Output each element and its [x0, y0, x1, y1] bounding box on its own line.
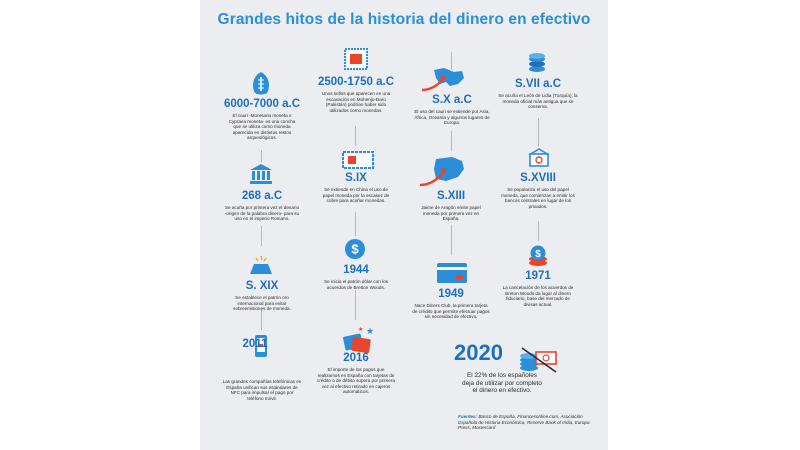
coin-stack-icon	[526, 52, 548, 74]
milestone-description: El importe de los pagos que realizamos en España con tarjetas de crédito o de débito supera por primera vez al efectivo retirado en cajeros automáticos.	[317, 367, 395, 395]
cauri-shell-icon	[248, 70, 274, 96]
milestone-2011	[212, 340, 312, 401]
temple-icon	[249, 163, 273, 185]
svg-text:★: ★	[358, 326, 364, 333]
map-asia-icon	[420, 66, 466, 94]
milestone-year: 1944	[343, 264, 369, 276]
page-title: Grandes hitos de la historia del dinero en efectivo	[217, 11, 591, 28]
timeline-line-col3	[451, 131, 452, 151]
dollar-coin-icon	[344, 238, 366, 260]
infographic-card	[200, 0, 608, 450]
timeline-line-col1	[261, 226, 262, 246]
milestone-year: 1949	[438, 288, 464, 300]
sources-text: Banco de España, Financesonline.com, Asociación Española de Historia Económica, Reserve Bank of India, Europa Press, Mastercard	[458, 414, 590, 431]
milestone-year: S.X a.C	[432, 94, 472, 106]
timeline-line-col3	[451, 225, 452, 255]
milestone-description: El uso del cauri se extiende por Asia, África, Oceanía y algunos lugares de Europa.	[414, 109, 490, 126]
milestone-sellos	[306, 76, 406, 113]
highlight-year: 2020	[454, 340, 503, 365]
svg-text:★: ★	[366, 327, 374, 337]
sources-label: Fuentes:	[458, 414, 478, 419]
timeline-line-col4	[538, 118, 539, 146]
timeline-line-col2	[355, 126, 356, 146]
milestone-description: Nace Diners Club, la primera tarjeta de crédito que permite efectuar pagos sin necesidad de efectivo.	[412, 303, 490, 320]
milestone-description: Las grandes compañías telefónicas en España unifican sus estándares de NFC para impulsar el pago por teléfono móvil.	[222, 379, 302, 401]
milestone-year: 2011	[242, 338, 268, 350]
timeline-line-col1	[261, 150, 262, 162]
milestone-2016	[308, 352, 404, 395]
stamp-icon	[344, 48, 368, 70]
sources-note	[458, 414, 598, 431]
highlight-description: El 22% de los españoles deja de utilizar por completo el dinero en efectivo.	[462, 372, 542, 395]
map-spain-icon	[418, 155, 468, 187]
milestone-description: Se populariza el uso del papel moneda, que comienzan a emitir los bancos centrales en lugar de los privados.	[501, 187, 575, 209]
milestone-description: Se acuña por primera vez el denario -origen de la palabra dinero- para su uso en el imperio Romano.	[224, 205, 300, 222]
milestone-1949	[404, 288, 498, 320]
milestone-sxix	[212, 280, 312, 312]
milestone-year: 2016	[343, 352, 369, 364]
credit-card-icon	[436, 262, 468, 284]
milestone-year: 1971	[525, 270, 551, 282]
milestone-year: 268 a.C	[241, 190, 283, 202]
milestone-svii	[490, 78, 586, 110]
milestone-1971	[490, 270, 586, 307]
milestone-description: El cauri -Monetaria moneta o Cypraea moneta- es una concha que se utiliza como moneda aparecida en distintos restos arqueológicos.	[228, 113, 296, 141]
milestone-cauri	[208, 98, 316, 141]
svg-text:$: $	[351, 241, 359, 257]
milestone-year: S.XVIII	[520, 172, 556, 184]
gold-bar-icon	[246, 254, 276, 276]
milestone-268	[212, 190, 312, 222]
timeline-line-col4	[538, 221, 539, 241]
milestone-year: S.XIII	[436, 190, 466, 202]
milestone-description: Se extiende en China el uso de papel moneda por la escasez de cobre para acuñar monedas.	[322, 187, 390, 204]
milestone-sx	[406, 94, 498, 126]
cards-stars-icon	[340, 325, 374, 355]
timeline-line-col2	[355, 290, 356, 320]
milestone-year: S. XIX	[245, 280, 279, 292]
milestone-description: Unos sellos que aparecen en una excavación en Mohenjo-Daro (Pakistán) podrían haber sido utilizados como monedas.	[321, 91, 391, 113]
milestone-year: 6000-7000 a.C	[223, 98, 301, 110]
milestone-year: 2500-1750 a.C	[317, 76, 395, 88]
timeline-line-col1	[261, 310, 262, 330]
milestone-sxiii	[406, 190, 496, 222]
milestone-1944	[310, 264, 402, 290]
milestone-year: S.VII a.C	[514, 78, 562, 90]
milestone-description: Se establece el patrón oro internacional para evitar sobreemisiones de moneda.	[233, 295, 291, 312]
svg-text:$: $	[535, 249, 541, 260]
milestone-description: Se inicia el patrón dólar con los acuerdos de Bretton Woods.	[324, 279, 388, 290]
no-cash-icon	[516, 344, 560, 374]
milestone-six	[308, 172, 404, 204]
milestone-year: S.IX	[345, 172, 367, 184]
timeline-line-col2	[355, 212, 356, 236]
bank-note-house-icon	[528, 148, 550, 168]
milestone-description: Jaime de Aragón emite papel moneda por primera vez en España.	[421, 205, 481, 222]
dollar-coins-icon	[526, 244, 550, 268]
milestone-description: Se acuña el León de Lidia (Turquía), la moneda oficial más antigua que se conserva.	[498, 93, 578, 110]
milestone-sxviii	[490, 172, 586, 209]
banknote-icon	[342, 150, 374, 170]
milestone-description: La cancelación de los acuerdos de Breton Woods da lugar al dinero fiduciario, base del mercado de divisas actual.	[502, 285, 574, 307]
